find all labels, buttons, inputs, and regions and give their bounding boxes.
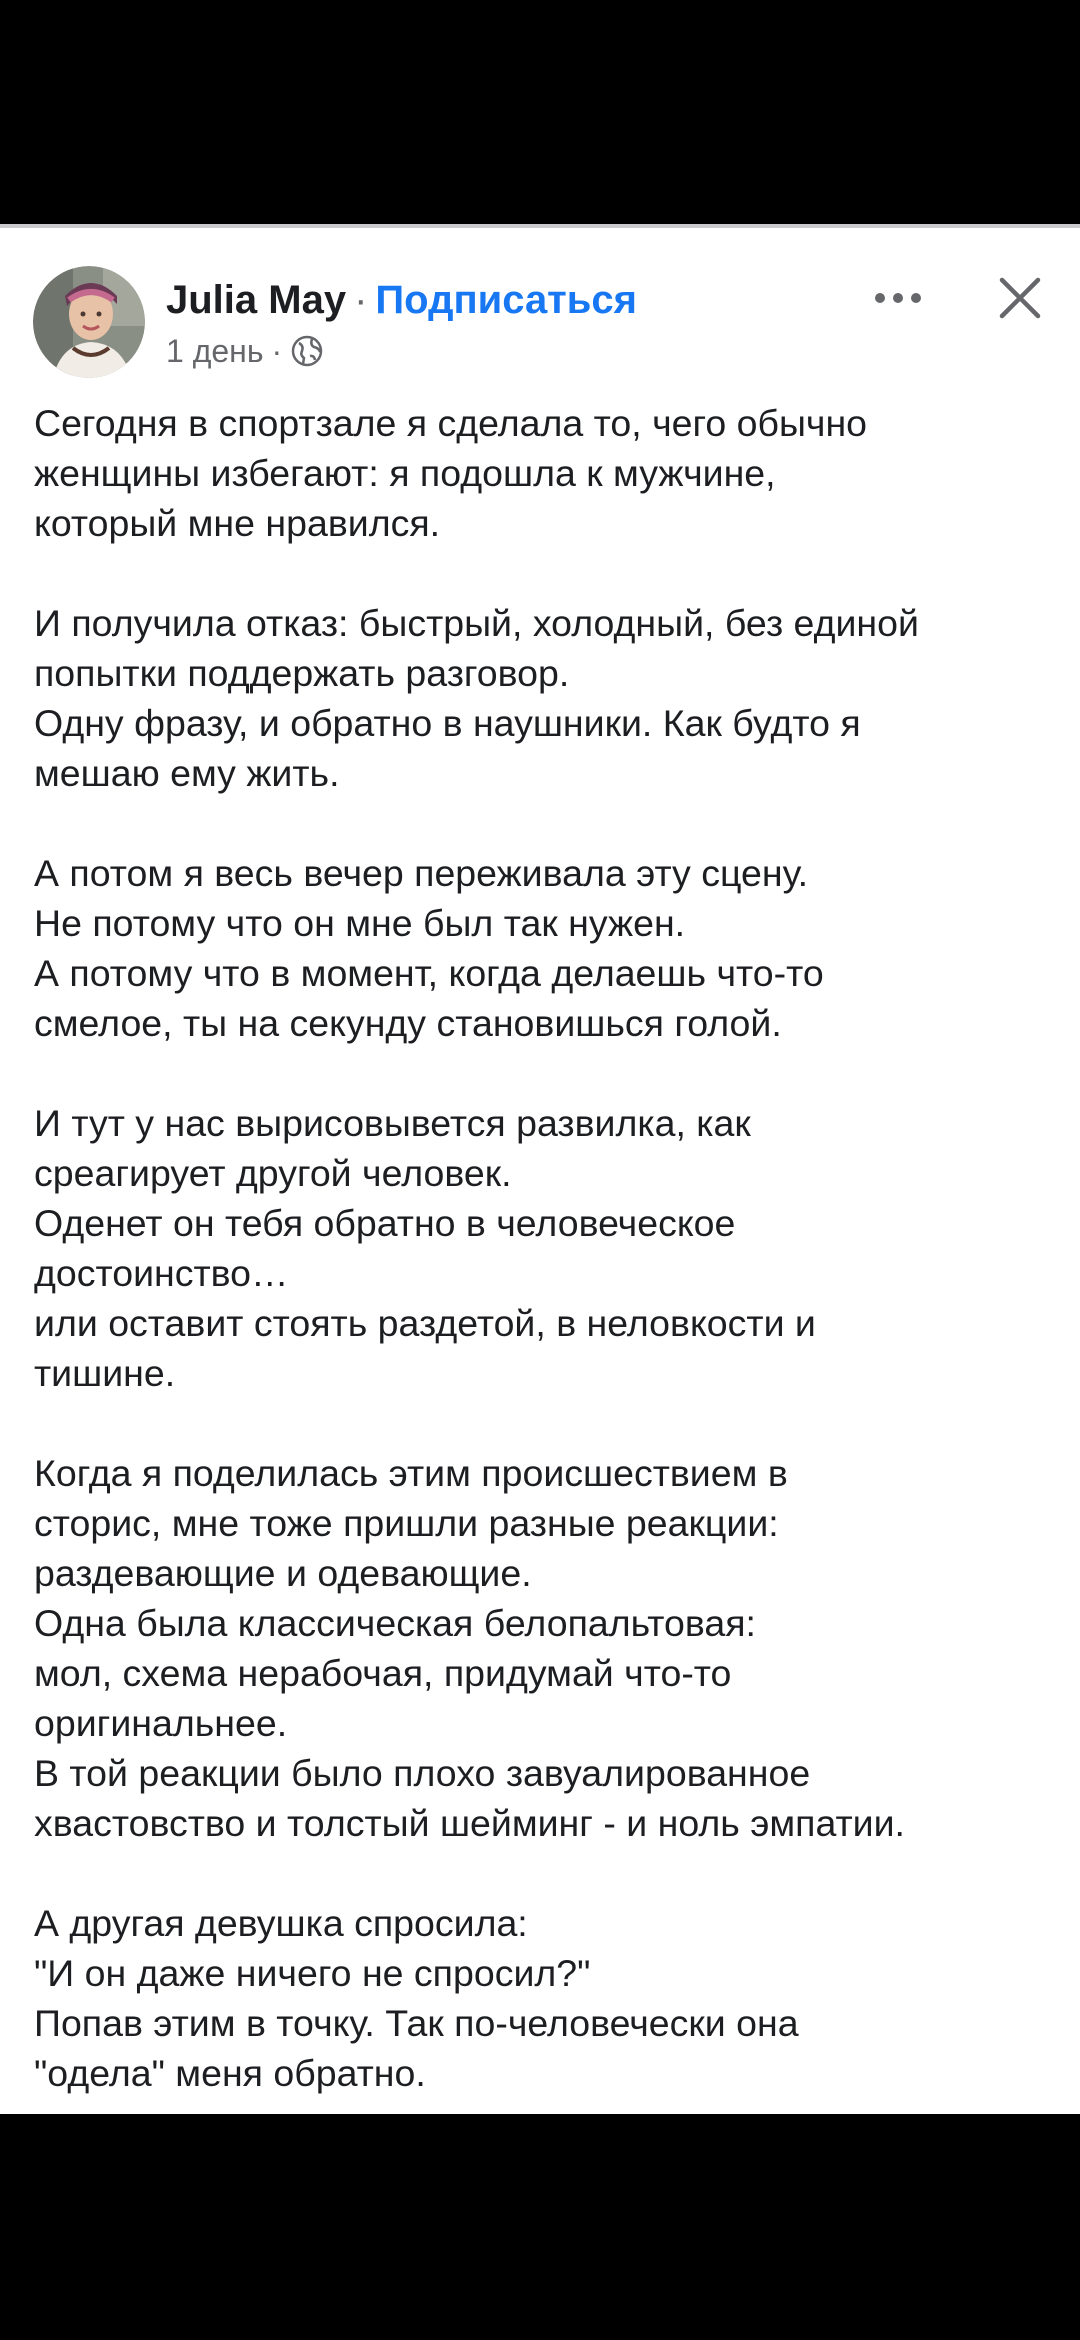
text-line: Одна была классическая белопальтовая: [34, 1602, 756, 1644]
text-line: В той реакции было плохо завуалированное [34, 1752, 811, 1794]
text-line: Оденет он тебя обратно в человеческое [34, 1202, 736, 1244]
text-line: мешаю ему жить. [34, 752, 340, 794]
header-separator: · [354, 277, 368, 322]
text-line: А потом я весь вечер переживала эту сцену. [34, 852, 809, 894]
avatar[interactable] [33, 266, 145, 378]
post-paragraph [34, 848, 1064, 1048]
text-line: Попав этим в точку. Так по-человечески она [34, 2002, 799, 2044]
text-line: "одела" меня обратно. [34, 2052, 426, 2094]
post-header [166, 272, 637, 328]
post-time[interactable]: 1 день [166, 332, 264, 369]
text-line: среагирует другой человек. [34, 1152, 512, 1194]
text-line: оригинальнее. [34, 1702, 288, 1744]
text-line: достоинство… [34, 1252, 289, 1294]
post-text [34, 398, 1064, 2098]
text-line: Одну фразу, и обратно в наушники. Как будто я [34, 702, 861, 744]
text-line: сторис, мне тоже пришли разные реакции: [34, 1502, 779, 1544]
text-line: мол, схема нерабочая, придумай что-то [34, 1652, 732, 1694]
close-icon[interactable] [990, 268, 1050, 328]
text-line: Сегодня в спортзале я сделала то, чего обычно [34, 402, 868, 444]
post-paragraph [34, 1898, 1064, 2098]
text-line: Не потому что он мне был так нужен. [34, 902, 686, 944]
text-line: попытки поддержать разговор. [34, 652, 570, 694]
more-icon[interactable] [868, 268, 928, 328]
text-line: "И он даже ничего не спросил?" [34, 1952, 591, 1994]
text-line: который мне нравился. [34, 502, 441, 544]
meta-separator: · [271, 332, 283, 369]
text-line: смелое, ты на секунду становишься голой. [34, 1002, 782, 1044]
text-line: И тут у нас вырисовывется развилка, как [34, 1102, 751, 1144]
globe-icon [290, 334, 324, 368]
bottom-frame [0, 2114, 1080, 2340]
text-line: И получила отказ: быстрый, холодный, без единой [34, 602, 919, 644]
text-line: А потому что в момент, когда делаешь что-то [34, 952, 824, 994]
status-bar-area [0, 0, 1080, 224]
text-line: хвастовство и толстый шейминг - и ноль эмпатии. [34, 1802, 905, 1844]
text-line: или оставит стоять раздетой, в неловкости и [34, 1302, 816, 1344]
post-meta [166, 326, 324, 376]
post-paragraph [34, 1098, 1064, 1398]
post-paragraph [34, 598, 1064, 798]
text-line: А другая девушка спросила: [34, 1902, 528, 1944]
text-line: тишине. [34, 1352, 176, 1394]
avatar-image [33, 266, 145, 378]
text-line: Когда я поделилась этим происшествием в [34, 1452, 788, 1494]
post-paragraph [34, 1448, 1064, 1848]
follow-button[interactable]: Подписаться [375, 277, 637, 322]
text-line: женщины избегают: я подошла к мужчине, [34, 452, 776, 494]
post-paragraph [34, 398, 1064, 548]
text-line: раздевающие и одевающие. [34, 1552, 532, 1594]
author-name[interactable]: Julia May [166, 277, 347, 322]
post-card [0, 224, 1080, 2114]
